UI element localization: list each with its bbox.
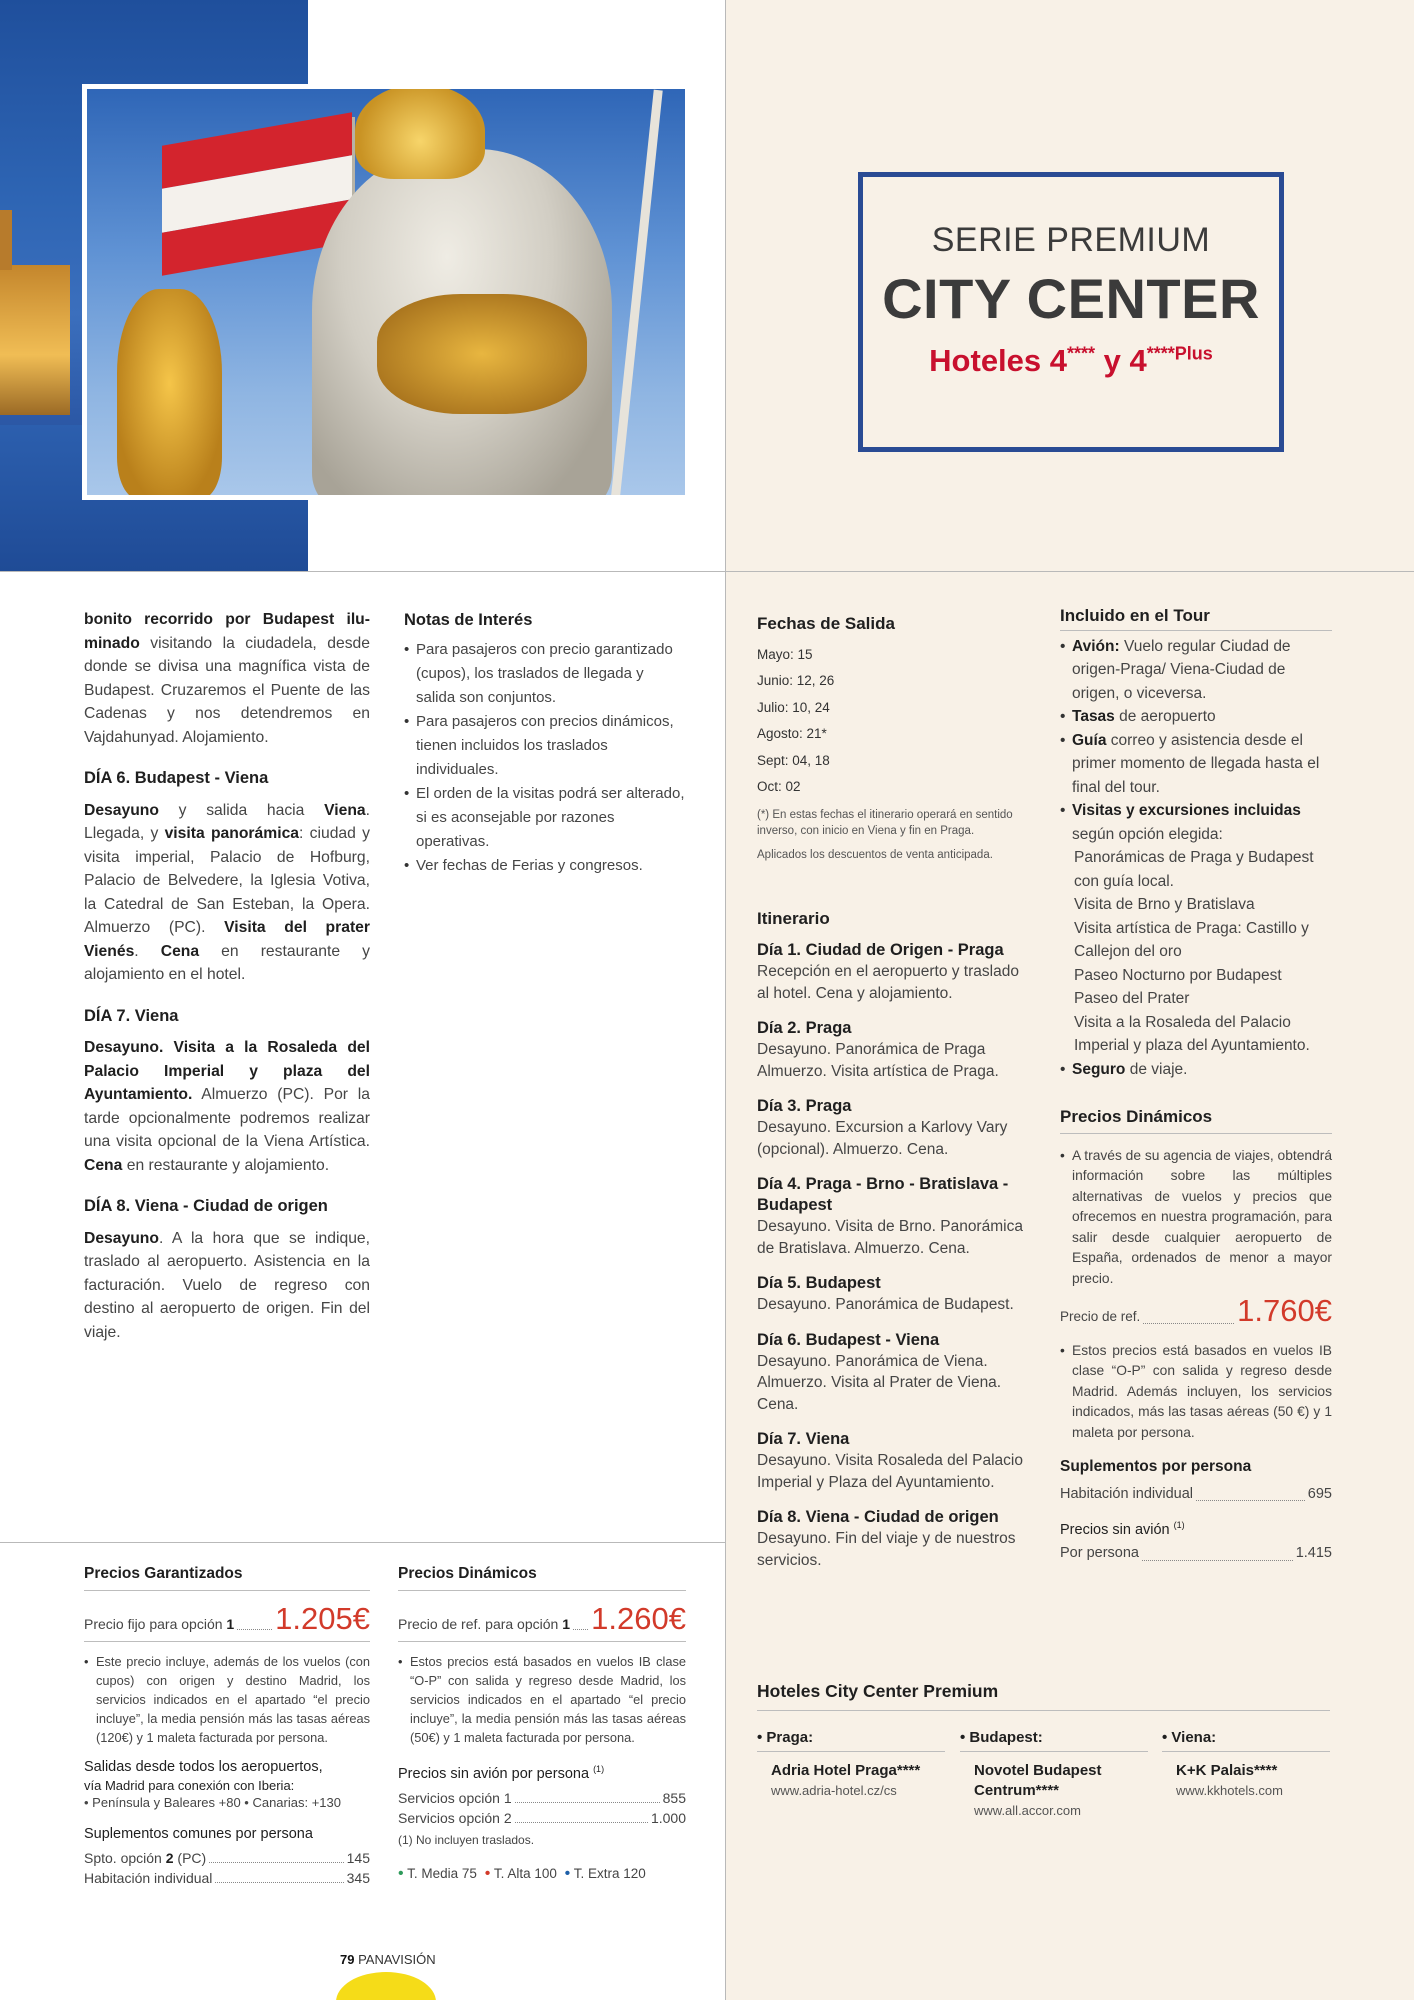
guaranteed-prices-heading: Precios Garantizados [84,1564,370,1591]
hotel-url[interactable]: www.kkhotels.com [1176,1783,1283,1798]
itinerary-day: Día 6. Budapest - Viena Desayuno. Panorámica de Viena. Almuerzo. Visita al Prater de Viena. Cena. [757,1330,1002,1413]
single-room-row: Habitación individual 695 [1060,1485,1332,1502]
hotel-viena: • Viena: K+K Palais**** www.kkhotels.com [1162,1728,1330,1801]
itinerary-day: Día 7. Viena Desayuno. Visita Rosaleda del Palacio Imperial y Plaza del Ayuntamiento. [757,1430,1023,1491]
option2-supplement-row: Spto. opción 2 (PC) 145 [84,1850,370,1866]
vienna-athena-statue-photo [82,84,690,500]
fixed-price-row: Precio fijo para opción 1 1.205€ [84,1603,370,1642]
visit-item: Panorámicas de Praga y Budapest con guía local. [1074,849,1314,890]
visit-item: Visita de Brno y Bratislava [1074,896,1255,913]
hotel-name: K+K Palais**** [1176,1762,1278,1779]
page-divider [725,0,726,2000]
page-title: CITY CENTER [882,267,1260,330]
hotel-category: Hoteles 4**** y $4^{****Plus}$ [929,343,1213,378]
dates-list [757,642,1029,801]
day7-text: Desayuno. Visita a la Rosaleda del Palacio Imperial y plaza del Ayuntamiento. Almuerzo (PC). Por la tarde opcionalmente podremos realizar una visita opcional de la Viena Artística. Cena en restaurante y alojamiento. [84,1039,370,1174]
horizontal-rule-bottom [0,1542,726,1543]
visit-item: Visita a la Rosaleda del Palacio Imperial y plaza del Ayuntamiento. [1074,1013,1310,1054]
included-heading: Incluido en el Tour [1060,604,1332,631]
reference-price: 1.760€ [1237,1293,1332,1328]
hotel-budapest: • Budapest: Novotel Budapest Centrum**** www.all.accor.com [960,1728,1148,1821]
dynamic-prices-heading: Precios Dinámicos [1060,1105,1332,1134]
dynamic-prices-text: • A través de su agencia de viajes, obtendrá información sobre las múltiples alternativas de vuelos y precios que ofrecemos en nuestra programación, para salir desde cualquier aeropuerto de España, ordenados de menor a mayor precio. [1060,1146,1332,1290]
note-item: • El orden de la visitas podrá ser alterado, si es aconsejable por razones operativas. [404,782,686,854]
date-row: Sept: 04, 18 [757,752,830,768]
visit-item: Paseo del Prater [1074,990,1190,1007]
itinerary-day: Día 1. Ciudad de Origen - Praga Recepción en el aeropuerto y traslado al hotel. Cena y alojamiento. [757,941,1019,1002]
season-dot-icon: • [398,1864,404,1882]
guaranteed-prices-box [84,1564,370,1888]
dynamic-prices-heading-left: Precios Dinámicos [398,1564,686,1591]
note-item: • Para pasajeros con precio garantizado (cupos), los traslados de llegada y salida son conjuntos. [404,638,686,710]
notes-heading: Notas de Interés [404,611,533,629]
itinerary-days [757,940,1029,1571]
hotels-section-heading-wrap [757,1680,1330,1719]
notes-column [404,608,686,878]
dates-note: (*) En estas fechas el itinerario operará en sentido inverso, con inicio en Viena y fin en Praga. [757,808,1013,837]
title-box [858,172,1284,452]
included-visits-list [1060,846,1332,1058]
included-column [1060,604,1332,1566]
included-item: • Tasas de aeropuerto [1060,705,1332,729]
date-row: Mayo: 15 [757,646,813,662]
itinerary-day: Día 2. Praga Desayuno. Panorámica de Praga Almuerzo. Visita artística de Praga. [757,1019,999,1080]
note-item: • Ver fechas de Ferias y congresos. [404,854,686,878]
visit-item: Visita artística de Praga: Castillo y Callejon del oro [1074,919,1309,960]
supplements-heading: Suplementos por persona [1060,1458,1252,1475]
date-row: Junio: 12, 26 [757,673,835,688]
series-label: SERIE PREMIUM [931,221,1211,259]
ref-price: 1.260€ [591,1601,686,1636]
season-legend [398,1864,686,1884]
season-medium: T. Media 75 [407,1865,477,1881]
season-high: T. Alta 100 [493,1865,557,1881]
ref-price-note: • Estos precios está basados en vuelos IB clase “O-P” con salida y regreso desde Madrid, los servicios indicados en el apartado “el precio incluye”, la media pensión más las tasas aéreas (50€) y 1 maleta facturada por persona. [398,1652,686,1747]
sun-logo-icon [336,1972,436,2000]
reference-price-row: Precio de ref. 1.760€ [1060,1293,1332,1328]
day7-heading: DÍA 7. Viena [84,1006,179,1025]
included-item: • Avión: Vuelo regular Ciudad de origen-Praga/ Viena-Ciudad de origen, o viceversa. [1060,635,1332,706]
hotels-heading: Hoteles City Center Premium [757,1680,1330,1711]
discount-note: Aplicados los descuentos de venta anticipada. [757,848,993,861]
no-transfers-note: (1) No incluyen traslados. [398,1832,535,1847]
included-item: • Visitas y excursiones incluidas según opción elegida: [1060,799,1332,846]
hotel-name: Novotel Budapest Centrum**** [974,1762,1102,1799]
dynamic-prices-box [398,1564,686,1884]
itinerary-day: Día 4. Praga - Brno - Bratislava - Budapest Desayuno. Visita de Brno. Panorámica de Bratislava. Almuerzo. Cena. [757,1175,1023,1257]
common-supplements-heading: Suplementos comunes por persona [84,1826,313,1842]
departures-supplements: • Península y Baleares +80 • Canarias: +130 [84,1795,341,1810]
included-item: • Guía correo y asistencia desde el primer momento de llegada hasta el final del tour. [1060,729,1332,800]
season-extra: T. Extra 120 [573,1865,646,1881]
itinerary-detail-column [84,608,370,1344]
ref-price-row: Precio de ref. para opción 1 1.260€ [398,1603,686,1642]
page-footer: 79 PANAVISIÓN [340,1952,436,1967]
departures-heading: Salidas desde todos los aeropuertos, [84,1759,323,1775]
day6-heading: DÍA 6. Budapest - Viena [84,769,269,787]
dates-heading: Fechas de Salida [757,614,895,633]
hotel-url[interactable]: www.all.accor.com [974,1803,1081,1818]
season-dot-icon: • [564,1864,571,1882]
itinerary-day: Día 8. Viena - Ciudad de origen Desayuno. Fin del viaje y de nuestros servicios. [757,1508,1016,1569]
intro-paragraph: bonito recorrido por Budapest ilu- minado visitando la ciudadela, desde donde se divisa una magnífica vista de Budapest. Cruzaremos el Puente de las Cadenas y nos detendremos en Vajdahunyad. Alojamiento. [84,611,370,746]
note-item: • Para pasajeros con precios dinámicos, tienen incluidos los traslados individuales. [404,710,686,782]
hotel-name: Adria Hotel Praga**** [771,1762,921,1779]
season-dot-icon: • [484,1864,491,1882]
departures-sub: vía Madrid para conexión con Iberia: [84,1778,295,1793]
no-flight-heading: Precios sin avión $^{(1)}$ [1060,1520,1185,1538]
hotel-url[interactable]: www.adria-hotel.cz/cs [771,1783,897,1798]
per-person-row: Por persona 1.415 [1060,1545,1332,1562]
fixed-price: 1.205€ [275,1601,370,1636]
single-room-row: Habitación individual 345 [84,1870,370,1886]
day6-text: Desayuno y salida hacia Viena. Llegada, y visita panorámica: ciudad y visita imperial, Palacio de Hofburg, Palacio de Belvedere, la Iglesia Votiva, la Catedral de San Esteban, la Opera. Almuerzo (PC). Visita del prater Vienés. Cena en restaurante y alojamiento en el hotel. [84,801,370,983]
dynamic-prices-note: • Estos precios está basados en vuelos IB clase “O-P” con salida y regreso desde Madrid. Además incluyen, los servicios indicados, más las tasas aéreas (50 €) y 1 maleta por persona. [1060,1341,1332,1444]
hotel-praga: • Praga: Adria Hotel Praga**** www.adria-hotel.cz/cs [757,1728,945,1801]
date-row: Julio: 10, 24 [757,699,830,715]
itinerary-day: Día 5. Budapest Desayuno. Panorámica de Budapest. [757,1274,1014,1313]
horizontal-rule [0,571,1414,572]
visit-item: Paseo Nocturno por Budapest [1074,966,1282,984]
included-item: • Seguro de viaje. [1060,1058,1332,1082]
day8-text: Desayuno. A la hora que se indique, traslado al aeropuerto. Asistencia en la facturación. Vuelo de regreso con destino al aeropuerto de origen. Fin del viaje. [84,1229,370,1341]
itinerary-day: Día 3. Praga Desayuno. Excursion a Karlovy Vary (opcional). Almuerzo. Cena. [757,1097,1008,1158]
day8-heading: DÍA 8. Viena - Ciudad de origen [84,1197,328,1215]
itinerary-heading: Itinerario [757,908,830,928]
fixed-price-note: • Este precio incluye, además de los vuelos (con cupos) con origen y destino Madrid, los servicios indicados en el apartado “el precio incluye”, la media pensión más las tasas aéreas (120€) y 1 maleta facturada por persona. [84,1652,370,1747]
date-row: Agosto: 21* [757,726,827,741]
dates-itinerary-column [757,612,1029,1571]
no-flight-prices-heading: Precios sin avión por persona $^{(1)}$ [398,1764,605,1782]
service-option1-row: Servicios opción 1 855 [398,1789,686,1806]
date-row: Oct: 02 [757,779,801,794]
service-option2-row: Servicios opción 2 1.000 [398,1809,686,1826]
